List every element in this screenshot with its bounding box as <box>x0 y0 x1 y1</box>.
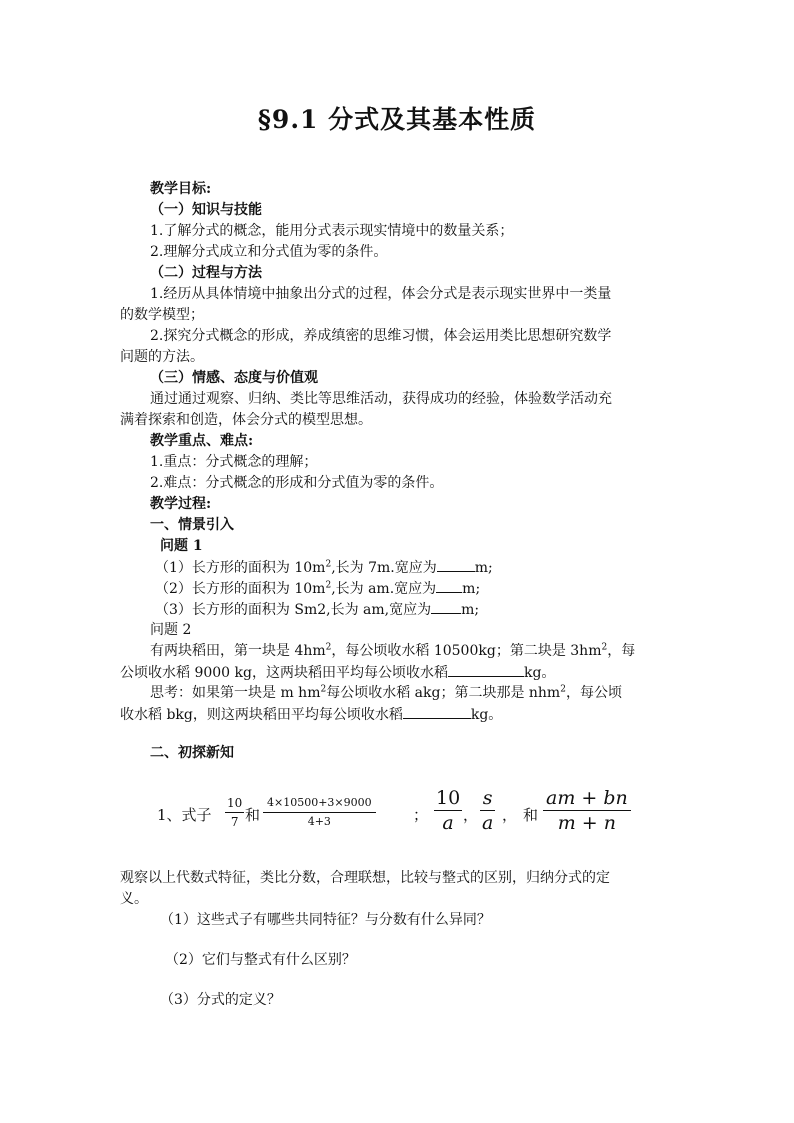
question-1-part-2 <box>155 578 480 599</box>
objectives-sub-process: （二）过程与方法 <box>150 265 262 281</box>
q2-line2-unit: kg。 <box>523 665 556 681</box>
expr-and-1: 和 <box>245 806 261 824</box>
superscript: 2 <box>320 684 327 695</box>
think-line2-unit: kg。 <box>470 707 503 723</box>
q1-2-unit: m; <box>462 581 481 597</box>
fraction-5-denominator: m + n <box>557 812 616 834</box>
fraction-5-numerator: am + bn <box>543 786 631 811</box>
discussion-question-2: （2）它们与整式有什么区别？ <box>165 952 356 968</box>
fraction-1-denominator: 7 <box>230 815 239 829</box>
objectives-heading: 教学目标: <box>150 181 212 197</box>
fraction-2-denominator: 4+3 <box>307 815 331 828</box>
question-2-line-2 <box>120 662 555 683</box>
observe-line-2: 义。 <box>120 891 148 907</box>
keypoint-item-2: 2.难点：分式概念的形成和分式值为零的条件。 <box>150 475 444 491</box>
fraction-3-numerator: 10 <box>436 787 461 809</box>
expr-comma-1: ， <box>463 806 479 824</box>
question-2-line-1 <box>150 641 635 661</box>
keypoint-item-1: 1.重点：分式概念的理解； <box>150 454 318 470</box>
expr-and-2: 和 <box>523 806 539 824</box>
fraction-1 <box>225 794 244 831</box>
page-title: §9.1 分式及其基本性质 <box>257 105 537 134</box>
objective-item-4a: 2.探究分式概念的形成，养成缜密的思维习惯，体会运用类比思想研究数学 <box>150 328 612 344</box>
objective-item-3b: 的数学模型； <box>120 307 204 323</box>
q1-2-mid: ,长为 am.宽应为 <box>331 581 437 597</box>
fraction-5 <box>543 786 631 835</box>
superscript: 2 <box>325 580 332 591</box>
q1-2-text: （2）长方形的面积为 10m <box>155 581 326 597</box>
q1-1-unit: m; <box>474 560 493 576</box>
q2-line2-text: 公顷收水稻 9000 kg，这两块稻田平均每公顷收水稻 <box>120 665 448 681</box>
fraction-4-denominator: a <box>482 812 494 834</box>
think-line1-part1: 思考：如果第一块是 m hm <box>150 685 321 701</box>
fraction-3-denominator: a <box>442 812 454 834</box>
q1-1-text: （1）长方形的面积为 10m <box>155 560 326 576</box>
expr-prefix: 1、式子 <box>157 806 212 824</box>
objective-item-5a: 通过通过观察、归纳、类比等思维活动，获得成功的经验，体验数学活动充 <box>150 391 612 407</box>
think-line-1 <box>150 683 622 703</box>
think-line2-text: 收水稻 bkg，则这两块稻田平均每公顷收水稻 <box>120 707 403 723</box>
expr-separator: ； <box>413 806 429 824</box>
expr-comma-2: ， <box>502 806 518 824</box>
section-2-heading: 二、初探新知 <box>150 745 234 761</box>
answer-blank[interactable] <box>437 557 475 572</box>
q2-line1-part1: 有两块稻田，第一块是 4hm <box>150 643 326 659</box>
answer-blank[interactable] <box>403 704 471 719</box>
answer-blank[interactable] <box>448 662 524 677</box>
think-line1-part2: 每公顷收水稻 akg；第二块那是 nhm <box>326 685 561 701</box>
superscript: 2 <box>601 642 608 653</box>
objectives-sub-knowledge: （一）知识与技能 <box>150 202 262 218</box>
q2-line1-part2: ，每公顷收水稻 10500kg；第二块是 3hm <box>331 643 602 659</box>
keypoints-heading: 教学重点、难点: <box>150 433 254 449</box>
question-1-part-3 <box>155 599 479 620</box>
q1-1-mid: ,长为 7m.宽应为 <box>331 560 437 576</box>
fraction-1-numerator: 10 <box>225 794 244 813</box>
objectives-sub-attitude: （三）情感、态度与价值观 <box>150 370 318 386</box>
superscript: 2 <box>325 642 332 653</box>
fraction-2-numerator: 4×10500+3×9000 <box>263 794 376 813</box>
superscript: 2 <box>560 684 566 695</box>
fraction-4 <box>480 786 495 835</box>
discussion-question-3: （3）分式的定义？ <box>160 992 281 1008</box>
question-1-part-1 <box>155 557 493 578</box>
objective-item-4b: 问题的方法。 <box>120 349 204 365</box>
fraction-4-numerator: s <box>480 786 495 811</box>
objective-item-3a: 1.经历从具体情境中抽象出分式的过程，体会分式是表示现实世界中一类量 <box>150 286 612 302</box>
observe-line-1: 观察以上代数式特征，类比分数，合理联想，比较与整式的区别，归纳分式的定 <box>120 870 610 886</box>
fraction-3 <box>434 786 462 835</box>
objective-item-5b: 满着探索和创造，体会分式的模型思想。 <box>120 412 372 428</box>
think-line1-part3: ，每公顷 <box>565 685 622 701</box>
discussion-question-1: （1）这些式子有哪些共同特征？与分数有什么异同？ <box>160 912 491 928</box>
objective-item-1: 1.了解分式的概念，能用分式表示现实情境中的数量关系； <box>150 223 514 239</box>
section-1-heading: 一、情景引入 <box>150 517 234 533</box>
question-1-label: 问题 1 <box>160 538 203 554</box>
superscript: 2 <box>325 559 332 570</box>
question-2-label: 问题 2 <box>150 622 192 638</box>
think-line-2 <box>120 704 502 725</box>
answer-blank[interactable] <box>436 578 462 593</box>
q1-3-unit: m; <box>461 602 480 618</box>
process-heading: 教学过程: <box>150 496 212 512</box>
q2-line1-part3: ，每 <box>607 643 636 659</box>
answer-blank[interactable] <box>431 599 461 614</box>
fraction-2 <box>263 794 376 831</box>
objective-item-2: 2.理解分式成立和分式值为零的条件。 <box>150 244 388 260</box>
q1-3-text: （3）长方形的面积为 Sm2,长为 am,宽应为 <box>155 602 432 618</box>
